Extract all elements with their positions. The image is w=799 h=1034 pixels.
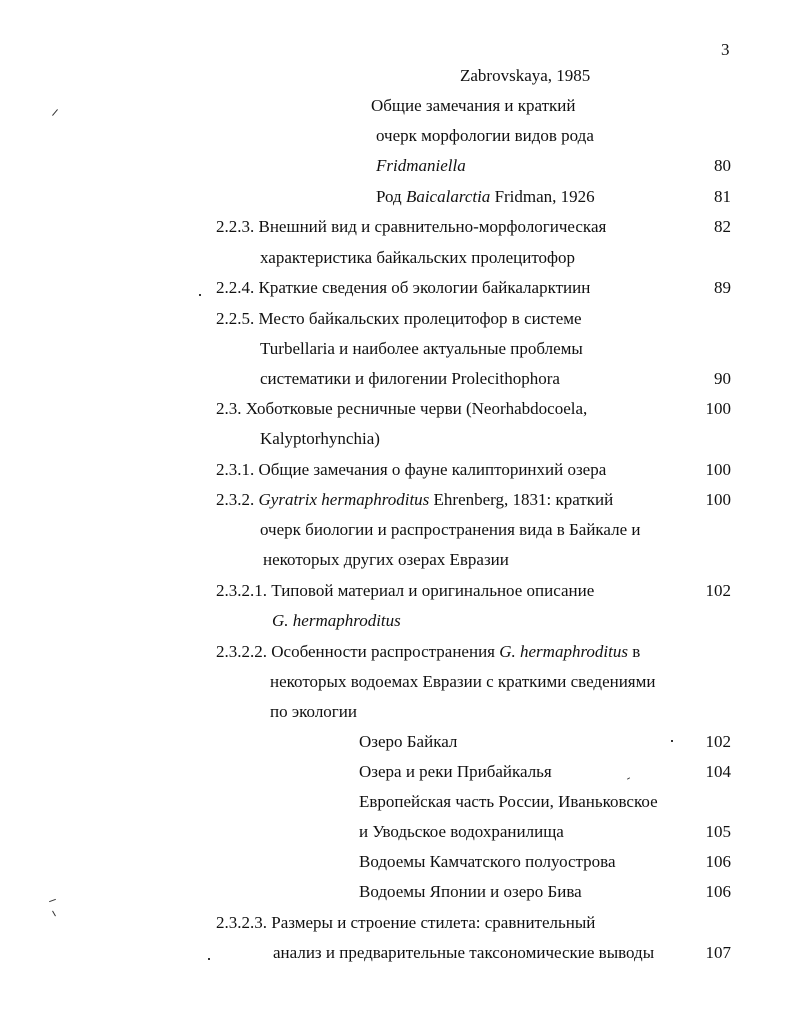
toc-entry-text: G. hermaphroditus xyxy=(272,611,401,630)
scan-mark xyxy=(208,958,210,960)
toc-entry-text: Озера и реки Прибайкалья xyxy=(359,762,552,781)
toc-page-number: 81 xyxy=(714,187,731,206)
toc-page-number: 80 xyxy=(714,156,731,175)
page-number: 3 xyxy=(721,40,730,59)
toc-page-number: 82 xyxy=(714,217,731,236)
scan-mark xyxy=(49,899,56,902)
toc-entry-text: 2.3.2. Gyratrix hermaphroditus Ehrenberg, 1831: краткий xyxy=(216,490,614,509)
scan-mark xyxy=(199,294,201,296)
toc-entry-text: 2.3.2.1. Типовой материал и оригинальное описание xyxy=(216,581,595,600)
toc-entry-text: Turbellaria и наиболее актуальные проблемы xyxy=(260,339,583,358)
scan-mark xyxy=(52,911,56,917)
toc-entry-text: 2.3.1. Общие замечания о фауне калипторинхий озера xyxy=(216,460,607,479)
toc-page-number: 102 xyxy=(705,732,731,751)
toc-page-number: 106 xyxy=(705,882,731,901)
toc-entry-text: анализ и предварительные таксономические выводы xyxy=(273,943,655,962)
toc-page-number: 102 xyxy=(705,581,731,600)
toc-entry-text: Род Baicalarctia Fridman, 1926 xyxy=(376,187,595,206)
toc-entry-text: Европейская часть России, Иваньковское xyxy=(359,792,658,811)
toc-page-number: 100 xyxy=(705,490,731,509)
toc-entry-text: 2.2.3. Внешний вид и сравнительно-морфологическая xyxy=(216,217,607,236)
toc-entry-text: Водоемы Японии и озеро Бива xyxy=(359,882,582,901)
toc-entry-text: характеристика байкальских пролецитофор xyxy=(260,248,576,267)
toc-entry-text: 2.2.5. Место байкальских пролецитофор в системе xyxy=(216,309,582,328)
toc-entry-text: очерк морфологии видов рода xyxy=(376,126,594,145)
toc-entry-text: и Уводьское водохранилища xyxy=(359,822,564,841)
toc-page-number: 104 xyxy=(705,762,731,781)
toc-entry-text: 2.3. Хоботковые ресничные черви (Neorhabdocoela, xyxy=(216,399,588,418)
toc-entry-text: 2.3.2.2. Особенности распространения G. hermaphroditus в xyxy=(216,642,641,661)
scan-mark xyxy=(627,777,630,779)
toc-entry-text: очерк биологии и распространения вида в Байкале и xyxy=(260,520,641,539)
toc-entry-text: Zabrovskaya, 1985 xyxy=(460,66,591,85)
toc-page-number: 106 xyxy=(705,852,731,871)
toc-entry-text: 2.2.4. Краткие сведения об экологии байкаларктиин xyxy=(216,278,591,297)
toc-page-number: 100 xyxy=(705,460,731,479)
toc-page-number: 90 xyxy=(714,369,731,388)
toc-page-number: 105 xyxy=(705,822,731,841)
toc-page-number: 100 xyxy=(705,399,731,418)
toc-page-number: 89 xyxy=(714,278,731,297)
toc-entry-text: некоторых других озерах Евразии xyxy=(263,550,509,569)
toc-entry-text: Водоемы Камчатского полуострова xyxy=(359,852,616,871)
scan-mark xyxy=(671,740,673,742)
toc-entry-text: Kalyptorhynchia) xyxy=(260,429,380,448)
toc-page-number: 107 xyxy=(705,943,731,962)
toc-entry-text: Озеро Байкал xyxy=(359,732,458,751)
toc-entry-text: систематики и филогении Prolecithophora xyxy=(260,369,560,388)
scan-mark xyxy=(52,109,58,116)
toc-entry-text: по экологии xyxy=(270,702,357,721)
toc-entry-text: Fridmaniella xyxy=(376,156,466,175)
toc-entry-text: Общие замечания и краткий xyxy=(371,96,576,115)
toc-entry-text: 2.3.2.3. Размеры и строение стилета: сравнительный xyxy=(216,913,596,932)
toc-entry-text: некоторых водоемах Евразии с краткими сведениями xyxy=(270,672,656,691)
